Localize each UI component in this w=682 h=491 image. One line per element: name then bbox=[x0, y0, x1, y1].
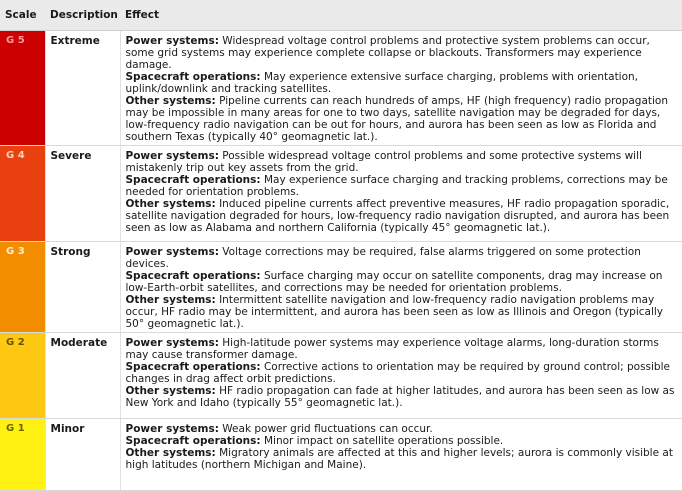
effect-cell bbox=[120, 333, 682, 419]
effect-text: HF radio propagation can fade at higher latitudes, and aurora has been seen as low as New York and Idaho (typically 55° geomagnetic lat.). bbox=[125, 385, 675, 409]
effect-text: May experience surface charging and tracking problems, corrections may be needed for orientation problems. bbox=[125, 174, 668, 198]
effect-other-systems bbox=[126, 198, 677, 234]
effect-spacecraft-operations bbox=[126, 174, 677, 198]
table-header bbox=[0, 0, 682, 31]
scale-cell: G 4 bbox=[0, 146, 45, 242]
effect-spacecraft-operations bbox=[126, 435, 677, 447]
effect-other-systems bbox=[126, 95, 677, 143]
effect-text: Possible widespread voltage control problems and some protective systems will mistakenly trip out key assets from the grid. bbox=[125, 150, 642, 174]
effect-label: Other systems: bbox=[125, 294, 216, 306]
effect-label: Power systems: bbox=[125, 337, 219, 349]
description-cell: Extreme bbox=[45, 31, 120, 146]
effect-other-systems bbox=[126, 385, 677, 409]
table-body bbox=[0, 31, 682, 491]
header-description: Description bbox=[45, 0, 120, 31]
table-row-g2 bbox=[0, 333, 682, 419]
effect-other-systems bbox=[126, 294, 677, 330]
effect-power-systems bbox=[126, 337, 677, 361]
effect-cell bbox=[120, 242, 682, 333]
effect-text: Surface charging may occur on satellite components, drag may increase on low-Earth-orbit satellites, and corrections may be needed for orientation problems. bbox=[125, 270, 663, 294]
effect-cell bbox=[120, 31, 682, 146]
effect-text: Voltage corrections may be required, false alarms triggered on some protection devices. bbox=[125, 246, 641, 270]
effect-label: Power systems: bbox=[125, 35, 219, 47]
effect-text: Widespread voltage control problems and protective system problems can occur, some grid systems may experience complete collapse or blackouts. Transformers may experience damage. bbox=[125, 35, 650, 71]
table-row-g4 bbox=[0, 146, 682, 242]
header-scale: Scale bbox=[0, 0, 45, 31]
effect-label: Spacecraft operations: bbox=[125, 270, 261, 282]
effect-text: Corrective actions to orientation may be required by ground control; possible changes in drag affect orbit predictions. bbox=[125, 361, 670, 385]
scale-cell: G 3 bbox=[0, 242, 45, 333]
effect-text: High-latitude power systems may experience voltage alarms, long-duration storms may cause transformer damage. bbox=[125, 337, 659, 361]
scale-cell: G 2 bbox=[0, 333, 45, 419]
effect-power-systems bbox=[126, 246, 677, 270]
effect-label: Spacecraft operations: bbox=[125, 71, 261, 83]
effect-power-systems bbox=[126, 150, 677, 174]
effect-label: Spacecraft operations: bbox=[125, 361, 261, 373]
effect-label: Other systems: bbox=[125, 385, 216, 397]
table-row-g1 bbox=[0, 419, 682, 491]
effect-other-systems bbox=[126, 447, 677, 471]
effect-text: Pipeline currents can reach hundreds of amps, HF (high frequency) radio propagation may be impossible in many areas for one to two days, satellite navigation may be degraded for days, low-frequency radio navigation can be out for hours, and aurora has been seen as low as Florida and southern Texas (typically 40° geomagnetic lat.). bbox=[125, 95, 669, 143]
effect-cell bbox=[120, 146, 682, 242]
table-row-g5 bbox=[0, 31, 682, 146]
effect-label: Spacecraft operations: bbox=[125, 435, 261, 447]
effect-label: Power systems: bbox=[125, 150, 219, 162]
effect-text: Weak power grid fluctuations can occur. bbox=[218, 423, 433, 435]
effect-text: Minor impact on satellite operations possible. bbox=[260, 435, 504, 447]
effect-cell bbox=[120, 419, 682, 491]
effect-spacecraft-operations bbox=[126, 270, 677, 294]
description-cell: Severe bbox=[45, 146, 120, 242]
effect-text: Migratory animals are affected at this and higher levels; aurora is commonly visible at high latitudes (northern Michigan and Maine). bbox=[125, 447, 673, 471]
header-row bbox=[0, 0, 682, 31]
effect-label: Other systems: bbox=[125, 198, 216, 210]
description-cell: Moderate bbox=[45, 333, 120, 419]
description-cell: Minor bbox=[45, 419, 120, 491]
effect-label: Power systems: bbox=[125, 246, 219, 258]
table-row-g3 bbox=[0, 242, 682, 333]
header-effect: Effect bbox=[120, 0, 682, 31]
effect-spacecraft-operations bbox=[126, 361, 677, 385]
effect-power-systems bbox=[126, 35, 677, 71]
effect-text: Induced pipeline currents affect preventive measures, HF radio propagation sporadic, satellite navigation degraded for hours, low-frequency radio navigation disrupted, and aurora has been seen as low as Alabama and northern California (typically 45° geomagnetic lat.). bbox=[125, 198, 670, 234]
effect-label: Power systems: bbox=[125, 423, 219, 435]
scale-cell: G 5 bbox=[0, 31, 45, 146]
effect-label: Spacecraft operations: bbox=[125, 174, 261, 186]
scale-cell: G 1 bbox=[0, 419, 45, 491]
effect-spacecraft-operations bbox=[126, 71, 677, 95]
effect-label: Other systems: bbox=[125, 95, 216, 107]
effect-text: Intermittent satellite navigation and low-frequency radio navigation problems may occur, HF radio may be intermittent, and aurora has been seen as low as Illinois and Oregon (typically 50° geomagnetic lat.). bbox=[125, 294, 664, 330]
effect-text: May experience extensive surface charging, problems with orientation, uplink/downlink and tracking satellites. bbox=[125, 71, 639, 95]
effect-power-systems bbox=[126, 423, 677, 435]
effect-label: Other systems: bbox=[125, 447, 216, 459]
description-cell: Strong bbox=[45, 242, 120, 333]
